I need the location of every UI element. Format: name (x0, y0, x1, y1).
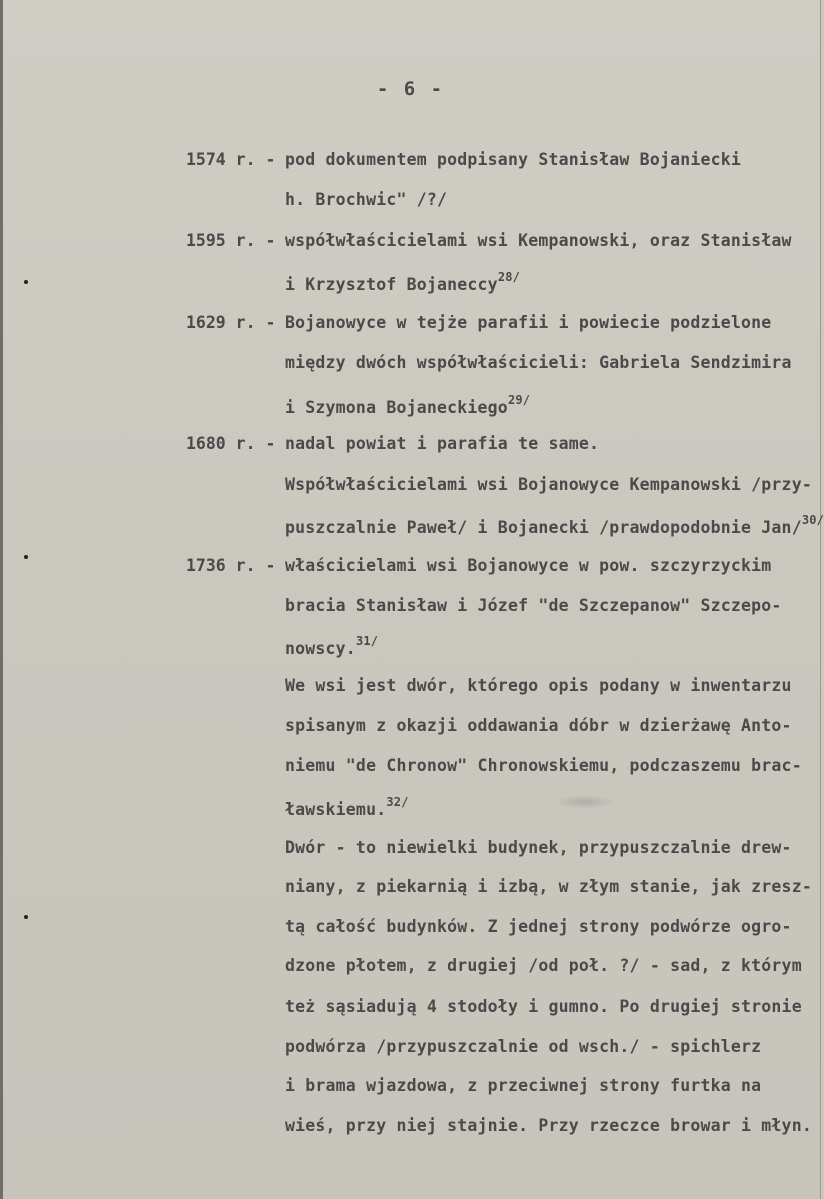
paragraph-text: ławskiemu. (285, 800, 387, 819)
paragraph-line: spisanym z okazji oddawania dóbr w dzierżawę Anto- (285, 716, 792, 735)
entry-text-line: współwłaścicielami wsi Kempanowski, oraz Stanisław (285, 231, 792, 250)
page-number: - 6 - (376, 78, 445, 100)
entry-text: nowscy. (285, 639, 356, 658)
entry-text-line: Współwłaścicielami wsi Bojanowyce Kempanowski /przy- (285, 475, 812, 494)
entry-text-line: pod dokumentem podpisany Stanisław Bojaniecki (285, 150, 742, 169)
page-left-edge (0, 0, 3, 1199)
page-right-edge (820, 0, 821, 1199)
entry-text-line: h. Brochwic" /?/ (285, 190, 448, 209)
paragraph-line: niany, z piekarnią i izbą, w złym stanie, jak zresz- (285, 877, 812, 896)
ink-smudge (555, 795, 615, 809)
entry-text: i Krzysztof Bojaneccy (285, 275, 498, 294)
entry-date: 1736 r. - (186, 556, 276, 575)
entry-text: puszczalnie Paweł/ i Bojanecki /prawdopodobnie Jan/ (285, 518, 802, 537)
punch-mark (24, 915, 28, 919)
footnote-ref: 31/ (355, 634, 379, 648)
entry-date: 1629 r. - (186, 313, 276, 332)
footnote-ref: 29/ (507, 393, 531, 407)
paragraph-line: też sąsiadują 4 stodoły i gumno. Po drugiej stronie (285, 997, 802, 1016)
paragraph-line: Dwór - to niewielki budynek, przypuszczalnie drew- (285, 838, 792, 857)
paragraph-line: podwórza /przypuszczalnie od wsch./ - spichlerz (285, 1037, 762, 1056)
entry-text-line: bracia Stanisław i Józef "de Szczepanow" Szczepo- (285, 596, 782, 615)
footnote-ref: 30/ (801, 513, 824, 527)
paragraph-line: niemu "de Chronow" Chronowskiemu, podczaszemu brac- (285, 756, 802, 775)
entry-text-line (285, 393, 530, 417)
paragraph-line: wieś, przy niej stajnie. Przy rzeczce browar i młyn. (285, 1116, 812, 1135)
paragraph-line: We wsi jest dwór, którego opis podany w inwentarzu (285, 676, 792, 695)
footnote-ref: 28/ (497, 270, 521, 284)
entry-text-line: Bojanowyce w tejże parafii i powiecie podzielone (285, 313, 772, 332)
entry-text: i Szymona Bojaneckiego (285, 398, 508, 417)
entry-text-line: właścicielami wsi Bojanowyce w pow. szczyrzyckim (285, 556, 772, 575)
paragraph-line (285, 795, 409, 819)
paragraph-line: dzone płotem, z drugiej /od poł. ?/ - sad, z którym (285, 956, 802, 975)
entry-text-line (285, 513, 824, 537)
entry-date: 1680 r. - (186, 434, 276, 453)
entry-text-line: między dwóch współwłaścicieli: Gabriela Sendzimira (285, 353, 792, 372)
punch-mark (24, 280, 28, 284)
paragraph-line: i brama wjazdowa, z przeciwnej strony furtka na (285, 1076, 762, 1095)
entry-date: 1574 r. - (186, 150, 276, 169)
footnote-ref: 32/ (386, 795, 409, 809)
entry-date: 1595 r. - (186, 231, 276, 250)
entry-text-line (285, 634, 378, 658)
paragraph-line: tą całość budynków. Z jednej strony podwórze ogro- (285, 917, 792, 936)
entry-text-line: nadal powiat i parafia te same. (285, 434, 600, 453)
entry-text-line (285, 270, 520, 294)
punch-mark (24, 555, 28, 559)
